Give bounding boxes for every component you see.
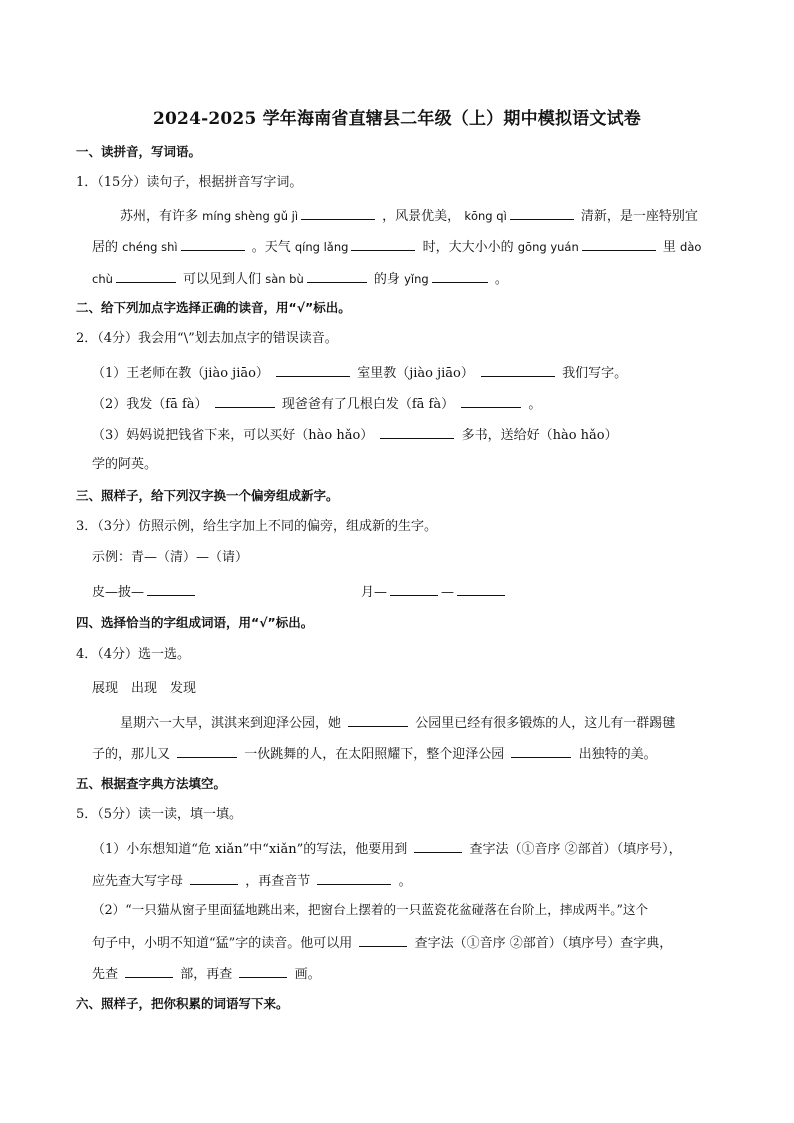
pinyin-gongyuan: gōng yuán — [517, 240, 579, 254]
question-2-item-1: （1）王老师在教（jiào jiāo） 室里教（jiào jiāo） 我们写字。 — [92, 362, 627, 383]
pinyin-sanbu: sàn bù — [265, 272, 304, 286]
answer-blank[interactable] — [125, 963, 173, 978]
answer-blank[interactable] — [276, 362, 350, 377]
question-2-item-2: （2）我发（fā fà） 现爸爸有了几根白发（fā fà） 。 — [92, 393, 541, 414]
page-title: 2024-2025 学年海南省直辖县二年级（上）期中模拟语文试卷 — [152, 109, 641, 129]
pinyin-kongqi: kōng qì — [464, 209, 507, 223]
question-2-heading: 2．（4分）我会用“\”划去加点字的错误读音。 — [76, 331, 338, 346]
answer-blank[interactable] — [239, 963, 287, 978]
answer-blank[interactable] — [511, 743, 571, 758]
pinyin-mingshengguji: míng shèng gǔ jì — [202, 209, 299, 223]
question-1-heading: 1．（15分）读句子，根据拼音写字词。 — [76, 175, 303, 190]
answer-blank[interactable] — [177, 743, 237, 758]
question-5-item-1-cont: 应先查大写字母 ，再查音节 。 — [92, 870, 412, 891]
answer-blank[interactable] — [510, 205, 574, 220]
pinyin-dao: dào — [680, 240, 702, 254]
answer-blank[interactable] — [116, 268, 176, 283]
question-4-line-2: 子的，那儿又 一伙跳舞的人，在太阳照耀下，整个迎泽公园 出独特的美。 — [92, 743, 657, 764]
question-2-item-3-cont: 学的阿英。 — [92, 457, 158, 472]
answer-blank[interactable] — [348, 712, 408, 727]
question-2-item-3: （3）妈妈说把钱省下来，可以买好（hào hǎo） 多书，送给好（hào hǎo） — [92, 424, 618, 445]
section-2-heading: 二、给下列加点字选择正确的读音，用“√”标出。 — [76, 300, 351, 315]
answer-blank[interactable] — [380, 424, 454, 439]
question-5-item-2-cont: 句子中，小明不知道“猛”字的读音。他可以用 查字法（①音序 ②部首）（填序号）查字典， — [92, 932, 672, 953]
section-6-heading: 六、照样子，把你积累的词语写下来。 — [76, 996, 289, 1011]
question-1-line-1: 苏州，有许多 míng shèng gǔ jì ，风景优美， kōng qì 清新，是一座特别宜 — [120, 205, 698, 226]
question-3-item-a: 皮—披— — [92, 581, 198, 602]
section-5-heading: 五、根据查字典方法填空。 — [76, 776, 227, 791]
question-4-line-1: 星期六一大早，淇淇来到迎泽公园，她 公园里已经有很多锻炼的人，这儿有一群踢毽 — [120, 712, 675, 733]
answer-blank[interactable] — [390, 581, 438, 596]
answer-blank[interactable] — [190, 870, 238, 885]
section-1-heading: 一、读拼音，写词语。 — [76, 144, 202, 159]
answer-blank[interactable] — [582, 236, 656, 251]
answer-blank[interactable] — [359, 932, 407, 947]
section-3-heading: 三、照样子，给下列汉字换一个偏旁组成新字。 — [76, 488, 339, 503]
question-5-item-2-cont-2: 先查 部，再查 画。 — [92, 963, 321, 984]
pinyin-chengshi: chéng shì — [122, 240, 178, 254]
question-5-item-2: （2）“一只猫从窗子里面猛地跳出来，把窗台上摆着的一只蓝瓷花盆碰落在台阶上，摔成两半。”这个 — [92, 902, 649, 917]
question-4-word-choices: 展现 出现 发现 — [92, 681, 197, 696]
question-4-heading: 4．（4分）选一选。 — [76, 647, 191, 662]
question-3-example: 示例：青—（清）—（请） — [92, 550, 249, 565]
question-1-line-3: chù 可以见到人们 sàn bù 的身 yǐng 。 — [92, 268, 508, 289]
answer-blank[interactable] — [351, 236, 415, 251]
answer-blank[interactable] — [181, 236, 245, 251]
pinyin-qinglang: qíng lǎng — [294, 240, 349, 254]
answer-blank[interactable] — [301, 205, 375, 220]
answer-blank[interactable] — [461, 393, 521, 408]
pinyin-ying: yǐng — [404, 272, 429, 286]
answer-blank[interactable] — [481, 362, 555, 377]
answer-blank[interactable] — [457, 581, 505, 596]
question-5-heading: 5．（5分）读一读，填一填。 — [76, 807, 243, 822]
answer-blank[interactable] — [215, 393, 275, 408]
question-1-line-2: 居的 chéng shì 。天气 qíng lǎng 时，大大小小的 gōng yuán 里 dào — [92, 236, 701, 257]
answer-blank[interactable] — [432, 268, 488, 283]
question-3-item-b: 月— — — [361, 581, 508, 602]
question-5-item-1: （1）小东想知道“危 xiǎn”中“xiǎn”的写法，他要用到 查字法（①音序 ②部首）（填序号）， — [92, 838, 682, 859]
answer-blank[interactable] — [317, 870, 391, 885]
answer-blank[interactable] — [414, 838, 462, 853]
answer-blank[interactable] — [307, 268, 367, 283]
answer-blank[interactable] — [147, 581, 195, 596]
question-3-heading: 3．（3分）仿照示例，给生字加上不同的偏旁，组成新的生字。 — [76, 519, 438, 534]
section-4-heading: 四、选择恰当的字组成词语，用“√”标出。 — [76, 615, 314, 630]
pinyin-chu: chù — [92, 272, 113, 286]
